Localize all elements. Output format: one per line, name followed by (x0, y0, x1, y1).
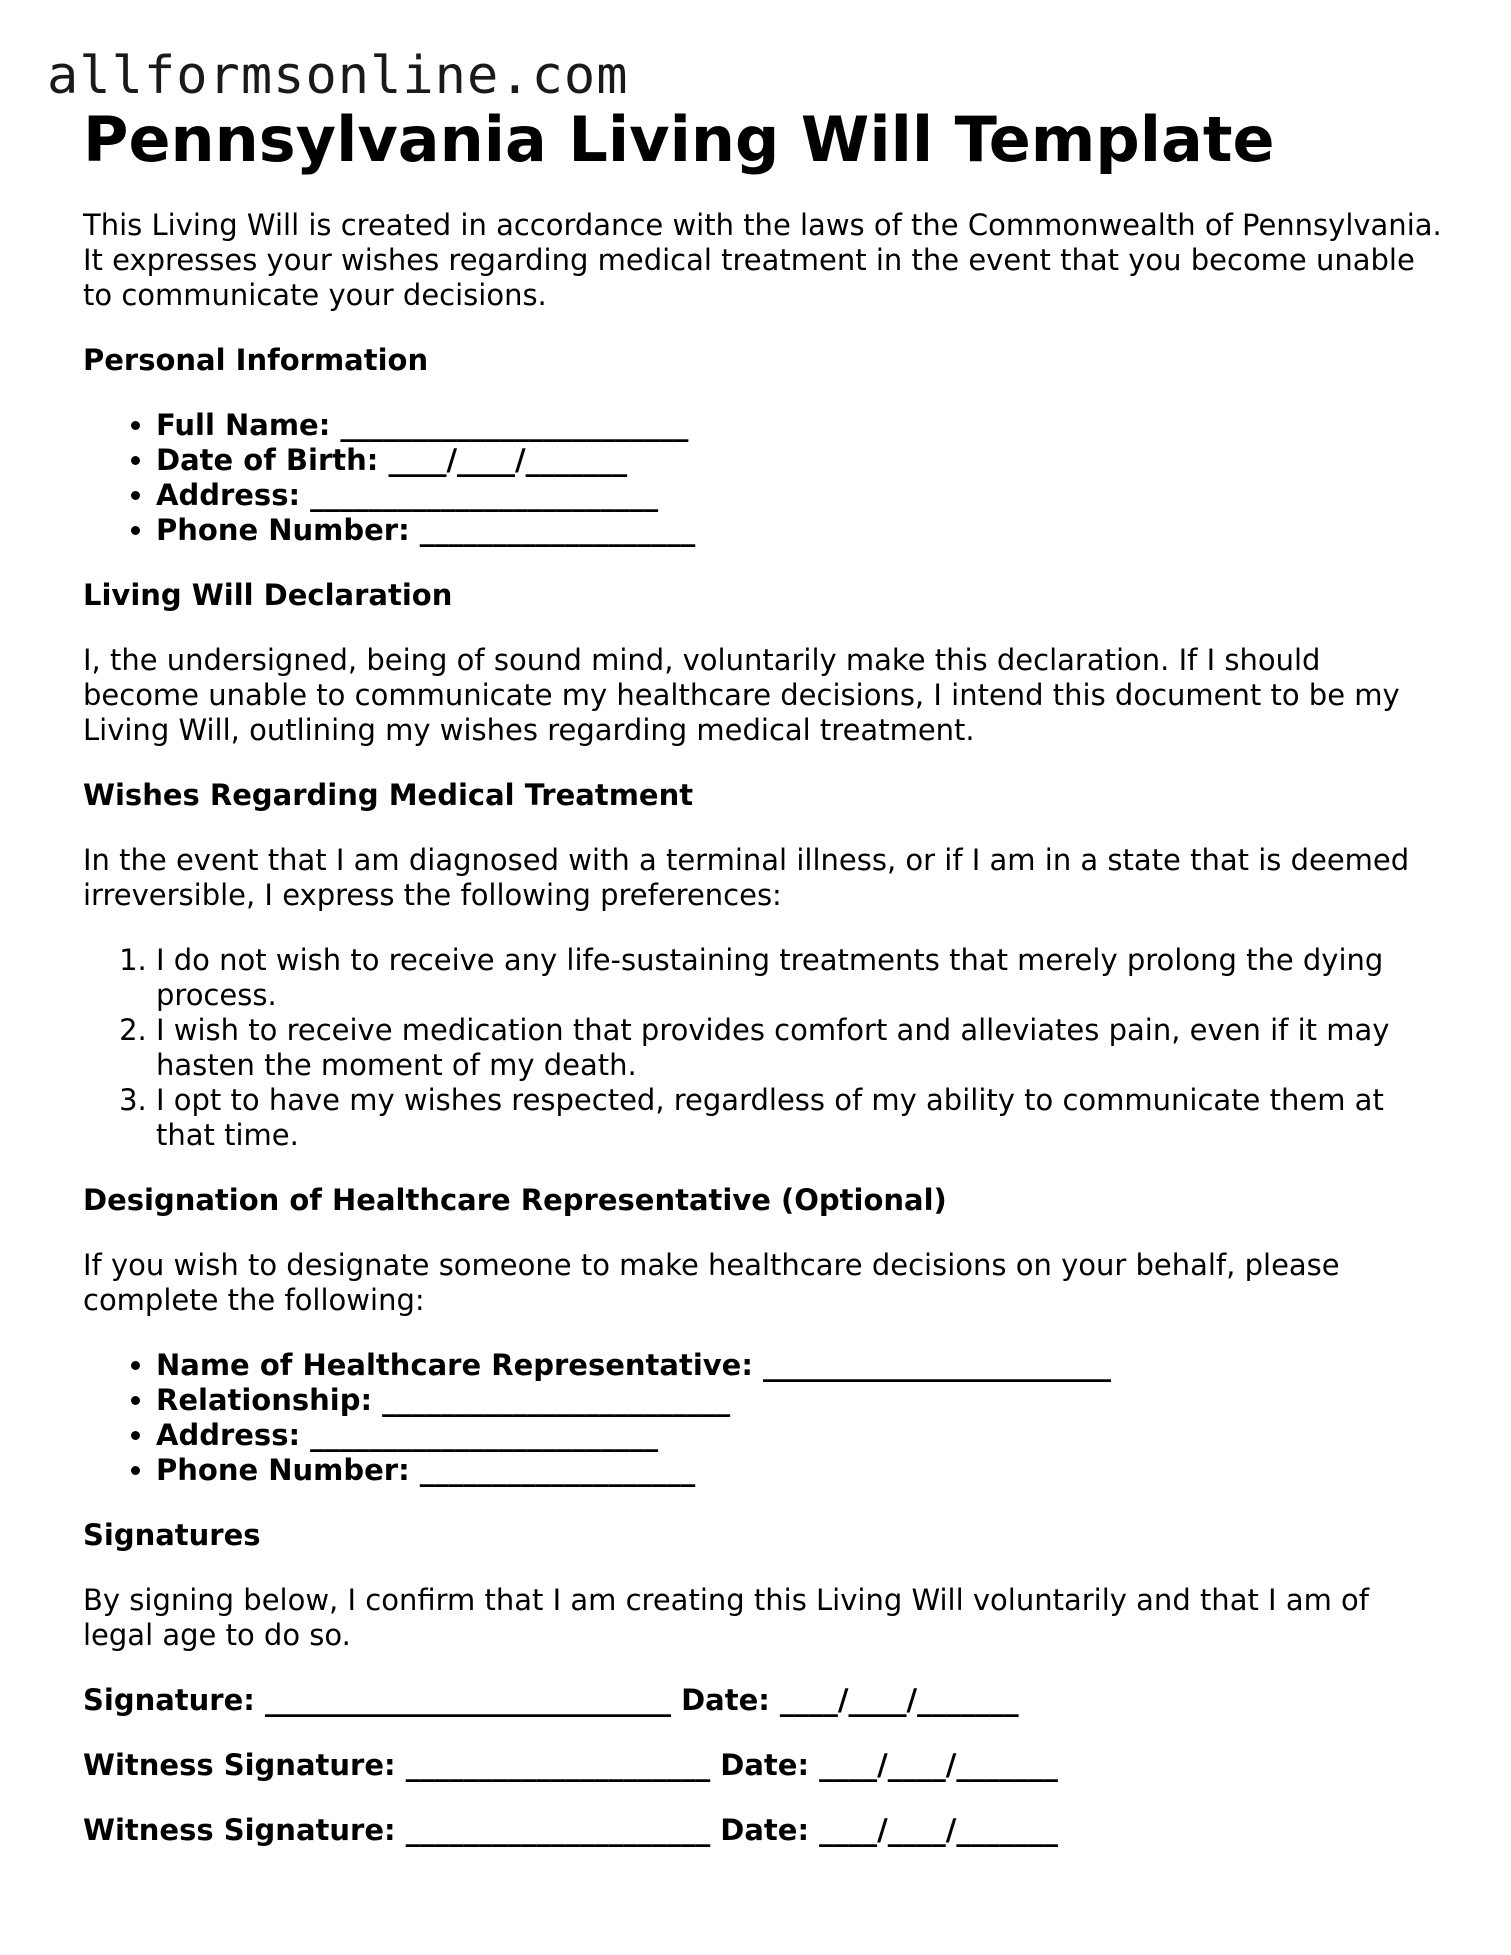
signature-line[interactable]: Signature: ____________________________ Date: ____/____/_______ (83, 1683, 1019, 1717)
page-title: Pennsylvania Living Will Template (83, 103, 1275, 176)
intro-paragraph: This Living Will is created in accordance with the laws of the Commonwealth of Pennsylvania. It expresses your wishes regarding medical treatment in the event that you become unable to communicate your decisions. (83, 208, 1442, 312)
preferences-list (83, 943, 1443, 1153)
preference-item: 3. I opt to have my wishes respected, regardless of my ability to communicate them at that time. (156, 1083, 1443, 1153)
representative-list (83, 1348, 1443, 1488)
wishes-heading: Wishes Regarding Medical Treatment (83, 778, 694, 812)
full-name-field[interactable]: • Full Name: ________________________ (156, 408, 1443, 443)
representative-phone-field[interactable]: • Phone Number: ___________________ (156, 1453, 1443, 1488)
phone-number-field[interactable]: • Phone Number: ___________________ (156, 513, 1443, 548)
representative-paragraph: If you wish to designate someone to make healthcare decisions on your behalf, please complete the following: (83, 1248, 1340, 1317)
document-body (83, 100, 1443, 1848)
witness-signature-line[interactable]: Witness Signature: _____________________ Date: ____/____/_______ (83, 1748, 1058, 1782)
representative-address-field[interactable]: • Address: ________________________ (156, 1418, 1443, 1453)
date-of-birth-field[interactable]: • Date of Birth: ____/____/_______ (156, 443, 1443, 478)
preference-item: 1. I do not wish to receive any life-sustaining treatments that merely prolong the dying process. (156, 943, 1443, 1013)
representative-heading: Designation of Healthcare Representative (Optional) (83, 1183, 947, 1217)
personal-info-heading: Personal Information (83, 343, 429, 377)
wishes-paragraph: In the event that I am diagnosed with a terminal illness, or if I am in a state that is deemed irreversible, I express the following preferences: (83, 843, 1410, 912)
witness-signature-line[interactable]: Witness Signature: _____________________ Date: ____/____/_______ (83, 1813, 1058, 1847)
declaration-paragraph: I, the undersigned, being of sound mind, voluntarily make this declaration. If I should become unable to communicate my healthcare decisions, I intend this document to be my Living Will, outlining my wishes regarding medical treatment. (83, 643, 1400, 747)
representative-name-field[interactable]: • Name of Healthcare Representative: ________________________ (156, 1348, 1443, 1383)
signatures-heading: Signatures (83, 1518, 261, 1552)
address-field[interactable]: • Address: ________________________ (156, 478, 1443, 513)
watermark: allformsonline.com (47, 46, 629, 106)
relationship-field[interactable]: • Relationship: ________________________ (156, 1383, 1443, 1418)
declaration-heading: Living Will Declaration (83, 578, 453, 612)
personal-info-list (83, 408, 1443, 548)
signatures-paragraph: By signing below, I confirm that I am creating this Living Will voluntarily and that I am of legal age to do so. (83, 1583, 1370, 1652)
preference-item: 2. I wish to receive medication that provides comfort and alleviates pain, even if it may hasten the moment of my death. (156, 1013, 1443, 1083)
